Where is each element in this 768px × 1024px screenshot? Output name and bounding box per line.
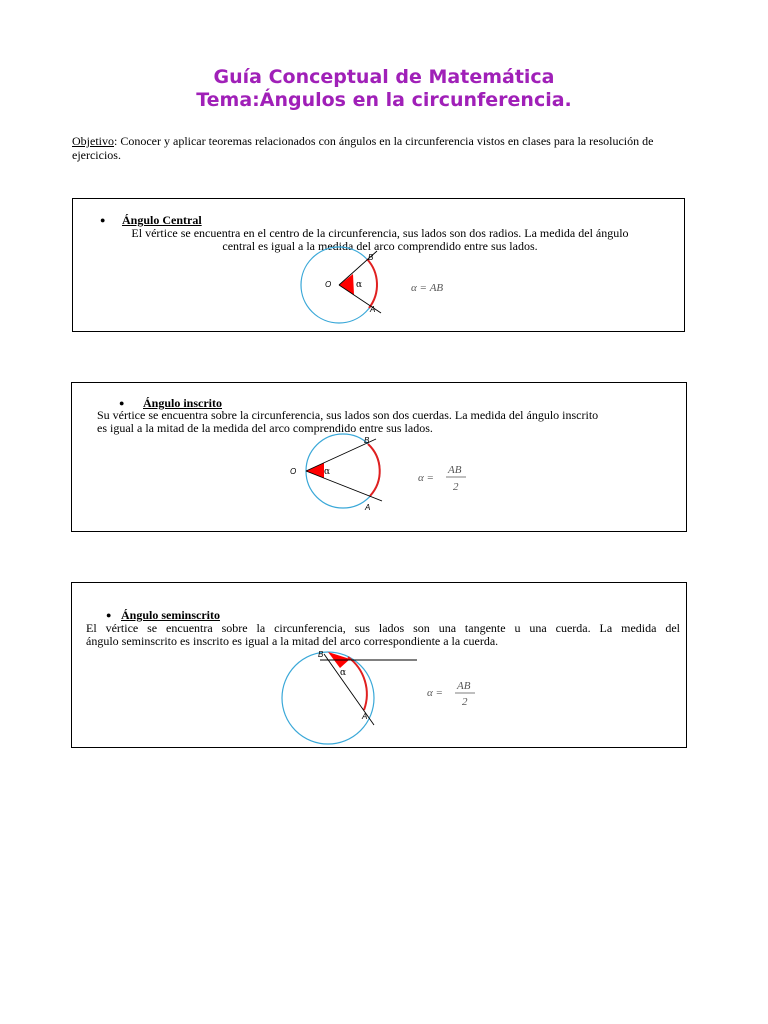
formula-lhs: α = bbox=[427, 687, 443, 699]
formula-denominator: 2 bbox=[462, 696, 468, 708]
section-text-line2: es igual a la mitad de la medida del arco comprendido entre sus lados. bbox=[97, 421, 433, 435]
formula: α = AB bbox=[411, 282, 444, 294]
objective-paragraph bbox=[72, 134, 692, 162]
angle-label: α bbox=[340, 668, 347, 678]
point-b-label: B bbox=[364, 436, 370, 445]
point-a-label: A bbox=[370, 305, 376, 314]
section-text-line1: El vértice se encuentra en el centro de la circunferencia, sus lados son dos radios. La medida del ángulo bbox=[131, 226, 629, 240]
semi-inscribed-angle-diagram bbox=[72, 583, 686, 747]
objective-label: Objetivo bbox=[72, 134, 114, 148]
section-text-line1: El vértice se encuentra sobre la circunferencia, sus lados son una tangente u una cuerda. La medida del bbox=[86, 621, 680, 635]
section-text-line2: central es igual a la medida del arco comprendido entre sus lados. bbox=[222, 239, 538, 253]
section-heading: Ángulo seminscrito bbox=[121, 608, 220, 622]
section-text-line2: ángulo seminscrito es inscrito es igual a la mitad del arco correspondiente a la cuerda. bbox=[86, 634, 499, 648]
section-heading: Ángulo Central bbox=[122, 213, 202, 227]
section-inscribed-angle bbox=[71, 382, 687, 532]
inscribed-angle-diagram bbox=[72, 383, 686, 531]
formula-numerator: AB bbox=[448, 464, 462, 476]
angle-label: α bbox=[356, 280, 363, 290]
point-b-label: B bbox=[318, 650, 324, 659]
vertex-label: O bbox=[290, 467, 297, 476]
section-semi-inscribed-angle bbox=[71, 582, 687, 748]
formula-lhs: α = bbox=[418, 472, 434, 484]
bullet-icon: ● bbox=[106, 610, 112, 620]
section-central-angle bbox=[72, 198, 685, 332]
angle-label: α bbox=[324, 467, 331, 477]
page-subtitle: Tema:Ángulos en la circunferencia. bbox=[196, 89, 572, 111]
central-angle-diagram bbox=[73, 199, 684, 331]
section-text-line1: Su vértice se encuentra sobre la circunferencia, sus lados son dos cuerdas. La medida del ángulo inscrito bbox=[97, 408, 599, 422]
vertex-label: O bbox=[325, 280, 332, 289]
point-b-label: B bbox=[368, 253, 374, 262]
formula-numerator: AB bbox=[457, 680, 471, 692]
page-title: Guía Conceptual de Matemática bbox=[213, 66, 555, 88]
point-a-label: A bbox=[365, 503, 371, 512]
section-heading: Ángulo inscrito bbox=[143, 396, 223, 410]
bullet-icon: ● bbox=[100, 215, 106, 225]
objective-text: : Conocer y aplicar teoremas relacionados con ángulos en la circunferencia vistos en clases para la resolución de ejercicios. bbox=[72, 134, 654, 162]
bullet-icon: ● bbox=[119, 398, 125, 408]
point-a-label: A bbox=[362, 712, 368, 721]
formula-denominator: 2 bbox=[453, 481, 459, 493]
